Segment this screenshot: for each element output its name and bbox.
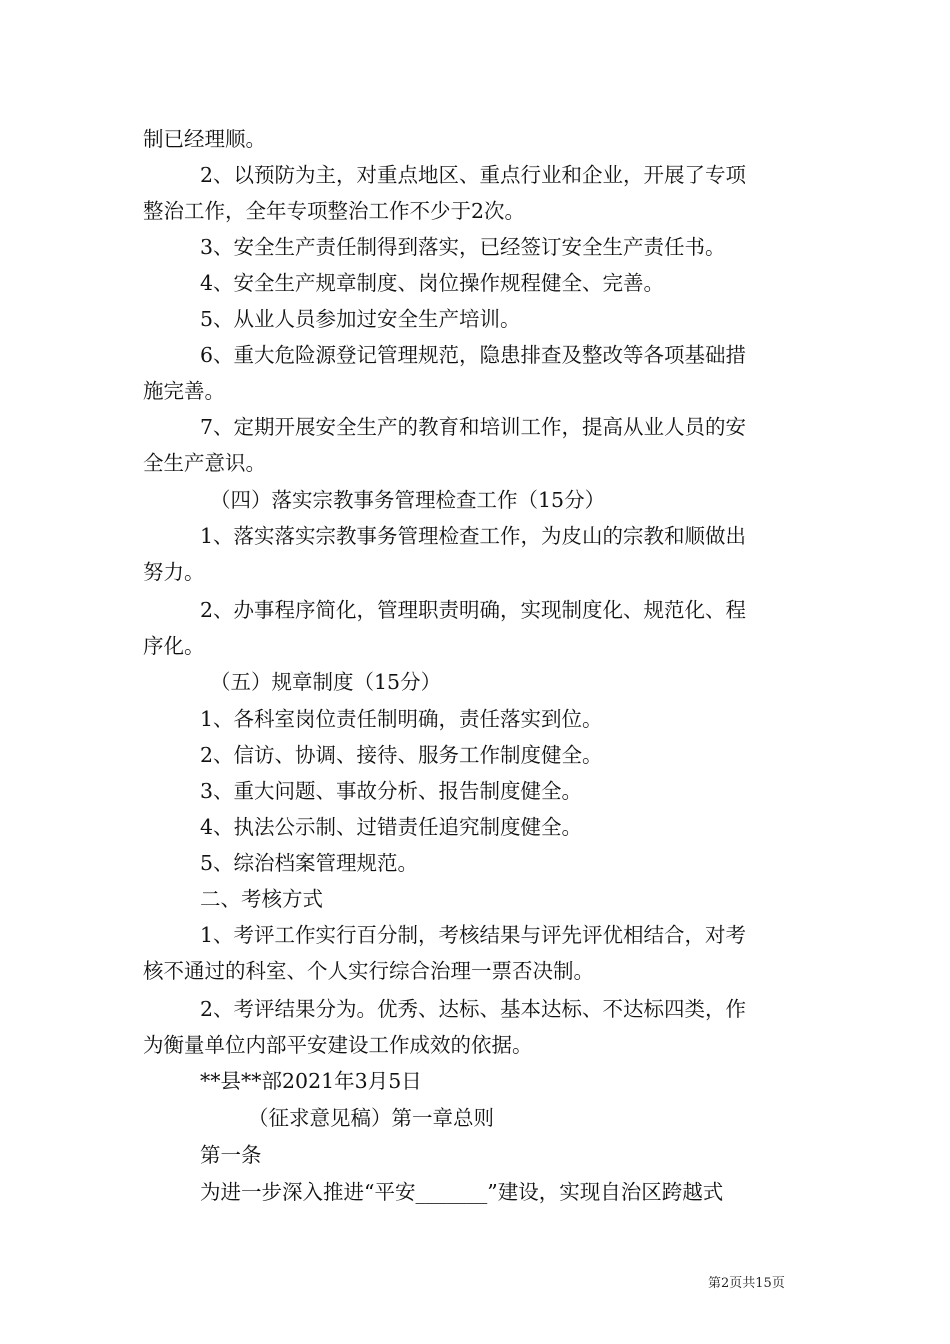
text-line: 为衡量单位内部平安建设工作成效的依据。 — [143, 1033, 533, 1057]
text-line: 2、信访、协调、接待、服务工作制度健全。 — [200, 743, 603, 767]
section-heading: （五）规章制度（15分） — [210, 670, 442, 694]
text-line: 4、安全生产规章制度、岗位操作规程健全、完善。 — [200, 271, 665, 295]
text-line: 3、重大问题、事故分析、报告制度健全。 — [200, 779, 583, 803]
text-line: 5、从业人员参加过安全生产培训。 — [200, 307, 521, 331]
text-line: 为进一步深入推进“平安_______”建设，实现自治区跨越式 — [200, 1180, 724, 1204]
text-line: 5、综治档案管理规范。 — [200, 851, 419, 875]
text-line: 核不通过的科室、个人实行综合治理一票否决制。 — [143, 959, 594, 983]
text-line: 努力。 — [143, 560, 205, 584]
text-line: 2、以预防为主，对重点地区、重点行业和企业，开展了专项 — [200, 163, 747, 187]
draft-title: （征求意见稿）第一章总则 — [248, 1106, 494, 1130]
text-line: 整治工作，全年专项整治工作不少于2次。 — [143, 199, 526, 223]
text-line: 2、考评结果分为。优秀、达标、基本达标、不达标四类，作 — [200, 997, 747, 1021]
text-line: 2、办事程序简化，管理职责明确，实现制度化、规范化、程 — [200, 598, 747, 622]
text-line: 1、落实落实宗教事务管理检查工作，为皮山的宗教和顺做出 — [200, 524, 747, 548]
text-line: 7、定期开展安全生产的教育和培训工作，提高从业人员的安 — [200, 415, 747, 439]
text-line: 6、重大危险源登记管理规范，隐患排查及整改等各项基础措 — [200, 343, 747, 367]
text-line: 全生产意识。 — [143, 451, 266, 475]
text-line: 4、执法公示制、过错责任追究制度健全。 — [200, 815, 583, 839]
text-line: 3、安全生产责任制得到落实，已经签订安全生产责任书。 — [200, 235, 726, 259]
text-line: 制已经理顺。 — [143, 127, 266, 151]
text-line: 序化。 — [143, 634, 205, 658]
date-line: **县**部2021年3月5日 — [200, 1069, 422, 1093]
page-number-footer: 第2页共15页 — [708, 1276, 785, 1291]
section-heading: 二、考核方式 — [200, 887, 323, 911]
text-line: 1、考评工作实行百分制，考核结果与评先评优相结合，对考 — [200, 923, 747, 947]
section-heading: （四）落实宗教事务管理检查工作（15分） — [210, 488, 606, 512]
text-line: 1、各科室岗位责任制明确，责任落实到位。 — [200, 707, 603, 731]
article-heading: 第一条 — [200, 1143, 262, 1167]
text-line: 施完善。 — [143, 379, 225, 403]
